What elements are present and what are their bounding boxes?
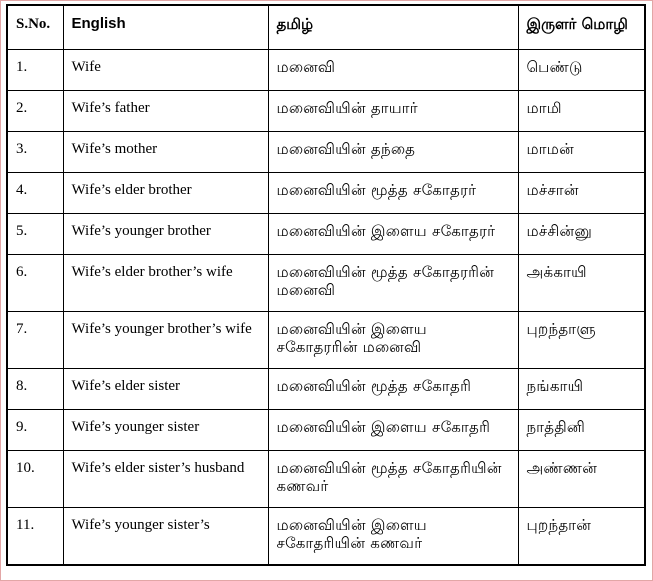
cell-sno: 11.	[7, 508, 63, 565]
table-row	[7, 214, 645, 255]
cell-tamil: மனைவியின் மூத்த சகோதரியின் கணவர்	[268, 451, 518, 508]
cell-sno: 9.	[7, 410, 63, 451]
cell-irula: மாமி	[518, 91, 645, 132]
table-row	[7, 173, 645, 214]
cell-irula: அக்காயி	[518, 255, 645, 312]
cell-sno: 5.	[7, 214, 63, 255]
cell-irula: புறந்தான்	[518, 508, 645, 565]
header-irula: இருளர் மொழி	[518, 5, 645, 50]
table-row	[7, 132, 645, 173]
cell-sno: 1.	[7, 50, 63, 91]
cell-tamil: மனைவியின் மூத்த சகோதரர்	[268, 173, 518, 214]
cell-irula: நங்காயி	[518, 369, 645, 410]
cell-tamil: மனைவியின் தாயார்	[268, 91, 518, 132]
cell-english: Wife’s elder brother’s wife	[63, 255, 268, 312]
table-row	[7, 255, 645, 312]
cell-tamil: மனைவி	[268, 50, 518, 91]
header-tamil: தமிழ்	[268, 5, 518, 50]
cell-english: Wife’s father	[63, 91, 268, 132]
cell-irula: மச்சான்	[518, 173, 645, 214]
cell-english: Wife	[63, 50, 268, 91]
cell-sno: 2.	[7, 91, 63, 132]
cell-sno: 3.	[7, 132, 63, 173]
cell-english: Wife’s younger brother	[63, 214, 268, 255]
cell-english: Wife’s elder brother	[63, 173, 268, 214]
table-row	[7, 91, 645, 132]
cell-tamil: மனைவியின் இளைய சகோதரியின் கணவர்	[268, 508, 518, 565]
cell-irula: மச்சின்னு	[518, 214, 645, 255]
kinship-terms-table	[6, 4, 646, 566]
cell-irula: பெண்டு	[518, 50, 645, 91]
cell-tamil: மனைவியின் தந்தை	[268, 132, 518, 173]
cell-english: Wife’s younger brother’s wife	[63, 312, 268, 369]
cell-sno: 7.	[7, 312, 63, 369]
cell-english: Wife’s younger sister’s	[63, 508, 268, 565]
cell-irula: புறந்தாளு	[518, 312, 645, 369]
cell-english: Wife’s younger sister	[63, 410, 268, 451]
cell-english: Wife’s elder sister’s husband	[63, 451, 268, 508]
table-row	[7, 410, 645, 451]
cell-sno: 10.	[7, 451, 63, 508]
cell-tamil: மனைவியின் இளைய சகோதரி	[268, 410, 518, 451]
header-english: English	[63, 5, 268, 50]
cell-tamil: மனைவியின் மூத்த சகோதரி	[268, 369, 518, 410]
cell-english: Wife’s elder sister	[63, 369, 268, 410]
table-row	[7, 508, 645, 565]
header-sno: S.No.	[7, 5, 63, 50]
table-row	[7, 312, 645, 369]
cell-tamil: மனைவியின் மூத்த சகோதரரின் மனைவி	[268, 255, 518, 312]
cell-irula: அண்ணன்	[518, 451, 645, 508]
cell-sno: 4.	[7, 173, 63, 214]
cell-irula: மாமன்	[518, 132, 645, 173]
table-row	[7, 50, 645, 91]
table-row	[7, 451, 645, 508]
cell-tamil: மனைவியின் இளைய சகோதரர்	[268, 214, 518, 255]
cell-sno: 8.	[7, 369, 63, 410]
cell-irula: நாத்தினி	[518, 410, 645, 451]
cell-tamil: மனைவியின் இளைய சகோதரரின் மனைவி	[268, 312, 518, 369]
table-row	[7, 369, 645, 410]
table-header-row	[7, 5, 645, 50]
cell-sno: 6.	[7, 255, 63, 312]
cell-english: Wife’s mother	[63, 132, 268, 173]
